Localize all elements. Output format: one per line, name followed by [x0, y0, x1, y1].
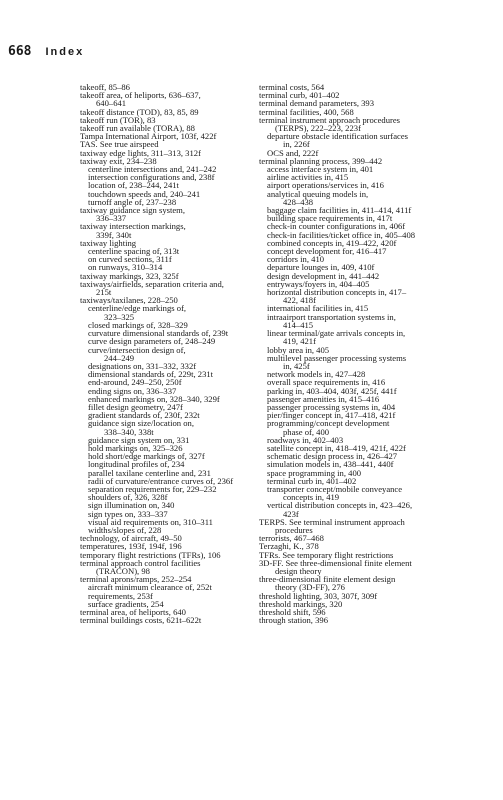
index-entry: access interface system in, 401	[267, 164, 374, 175]
index-entry: terminal costs, 564	[259, 82, 325, 92]
index-entry: fillet design geometry, 247f	[88, 401, 183, 412]
index-entry: taxiways/airfields, separation criteria and,	[80, 278, 224, 289]
index-entry: hold short/edge markings of, 327f	[88, 451, 205, 462]
index-entry: terminal area, of heliports, 640	[80, 607, 186, 617]
index-entry: 414–415	[283, 319, 314, 330]
index-entry: concept development for, 416–417	[267, 246, 387, 257]
index-entry: takeoff, 85–86	[80, 82, 130, 92]
index-entry: 640–641	[96, 98, 127, 109]
index-entry: 3D-FF. See three-dimensional finite element	[259, 557, 412, 568]
page-header	[8, 44, 84, 60]
index-entry: taxiway guidance sign system,	[80, 205, 186, 216]
index-entry: guidance sign system on, 331	[88, 434, 190, 445]
index-entry: centerline spacing of, 313t	[88, 246, 180, 257]
index-column-right	[259, 83, 439, 624]
index-entry: baggage claim facilities in, 411–414, 411f	[267, 205, 412, 216]
index-entry: through station, 396	[259, 615, 328, 626]
index-entry: turnoff angle of, 237–238	[88, 196, 177, 207]
index-entry: terminal curb in, 401–402	[267, 475, 357, 486]
index-entry: ending signs on, 336–337	[88, 385, 177, 396]
index-entry: terminal buildings costs, 621t–622t	[80, 615, 202, 626]
index-entry: in, 226f	[283, 139, 310, 150]
index-entry: network models in, 427–428	[267, 369, 366, 380]
index-entry: combined concepts in, 419–422, 420f	[267, 237, 397, 248]
index-entry: requirements, 253f	[88, 590, 153, 601]
index-entry: OCS and, 222f	[267, 147, 319, 158]
index-entry: hold markings on, 325–326	[88, 442, 183, 453]
index-entry: transporter concept/mobile conveyance	[267, 483, 403, 494]
index-entry: simulation models in, 438–441, 440f	[267, 459, 394, 470]
index-entry: three-dimensional finite element design	[259, 574, 396, 585]
index-entry: takeoff run (TOR), 83	[80, 114, 156, 125]
index-entry: visual aid requirements on, 310–311	[88, 516, 213, 527]
index-entry: terrorists, 467–468	[259, 533, 324, 544]
index-entry: terminal facilities, 400, 568	[259, 106, 354, 117]
index-entry: taxiway exit, 234–238	[80, 155, 157, 166]
index-entry: temporary flight restrictions (TFRs), 106	[80, 549, 221, 560]
index-entry: surface gradients, 254	[88, 598, 164, 609]
index-entry: procedures	[275, 524, 313, 535]
index-entry: 336–337	[96, 213, 127, 224]
index-entry: enhanced markings on, 328–340, 329f	[88, 393, 220, 404]
index-entry: passenger amenities in, 415–416	[267, 393, 380, 404]
index-entry: centerline/edge markings of,	[88, 303, 187, 314]
index-entry: terminal demand parameters, 393	[259, 98, 375, 109]
index-entry: analytical queuing models in,	[267, 188, 369, 199]
index-entry: pier/finger concept in, 417–418, 421f	[267, 410, 396, 421]
index-entry: passenger processing systems in, 404	[267, 401, 396, 412]
index-entry: departure obstacle identification surfaces	[267, 131, 409, 142]
index-entry: Tampa International Airport, 103f, 422f	[80, 131, 217, 142]
index-entry: check-in counter configurations in, 406f	[267, 221, 406, 232]
index-entry: space programming in, 400	[267, 467, 362, 478]
index-entry: designations on, 331–332, 332f	[88, 360, 197, 371]
index-entry: curve/intersection design of,	[88, 344, 186, 355]
index-entry: TAS. See true airspeed	[80, 139, 159, 150]
index-entry: taxiways/taxilanes, 228–250	[80, 295, 178, 306]
index-entry: airline activities in, 415	[267, 172, 349, 183]
index-entry: 215t	[96, 287, 112, 298]
index-column-left	[80, 83, 258, 624]
index-entry: location of, 238–244, 241t	[88, 180, 179, 191]
index-entry: terminal instrument approach procedures	[259, 114, 401, 125]
index-entry: terminal approach control facilities	[80, 557, 201, 568]
page-number: 668	[8, 44, 32, 59]
index-entry: 422, 418f	[283, 295, 316, 306]
index-entry: gradient standards of, 230f, 232t	[88, 410, 200, 421]
index-entry: departure lounges in, 409, 410f	[267, 262, 375, 273]
index-entry: radii of curvature/entrance curves of, 236f	[88, 475, 234, 486]
index-entry: longitudinal profiles of, 234	[88, 459, 185, 470]
index-entry: corridors in, 410	[267, 254, 325, 265]
index-entry: lobby area in, 405	[267, 344, 330, 355]
index-entry: satellite concept in, 418–419, 421f, 422f	[267, 442, 406, 453]
index-entry: threshold shift, 596	[259, 607, 326, 617]
index-entry: threshold lighting, 303, 307f, 309f	[259, 590, 378, 601]
index-entry: TERPS. See terminal instrument approach	[259, 516, 405, 527]
index-entry: 419, 421f	[283, 336, 316, 347]
index-entry: temperatures, 193f, 194f, 196	[80, 541, 182, 552]
index-entry: Terzaghi, K., 378	[259, 541, 319, 552]
index-entry: check-in facilities/ticket office in, 405–408	[267, 229, 416, 240]
index-entry: (TERPS), 222–223, 223f	[275, 123, 361, 134]
index-entry: terminal aprons/ramps, 252–254	[80, 574, 192, 585]
index-entry: terminal planning process, 399–442	[259, 155, 383, 166]
index-entry: schematic design process in, 426–427	[267, 451, 398, 462]
index-entry: roadways in, 402–403	[267, 434, 344, 445]
index-entry: 244–249	[104, 352, 135, 363]
index-entry: TFRs. See temporary flight restrictions	[259, 549, 394, 560]
index-entry: building space requirements in, 417t	[267, 213, 393, 224]
index-entry: entryways/foyers in, 404–405	[267, 278, 370, 289]
index-entry: end-around, 249–250, 250f	[88, 377, 182, 388]
index-entry: guidance sign size/location on,	[88, 418, 194, 429]
index-entry: taxiway edge lights, 311–313, 312f	[80, 147, 201, 158]
index-entry: shoulders of, 326, 328f	[88, 492, 168, 503]
index-entry: taxiway lighting	[80, 237, 137, 248]
index-entry: international facilities in, 415	[267, 303, 369, 314]
index-entry: technology, of aircraft, 49–50	[80, 533, 182, 544]
index-entry: centerline intersections and, 241–242	[88, 164, 217, 175]
index-entry: concepts in, 419	[283, 492, 340, 503]
index-entry: linear terminal/gate arrivals concepts in,	[267, 328, 406, 339]
index-entry: overall space requirements in, 416	[267, 377, 386, 388]
index-entry: touchdown speeds and, 240–241	[88, 188, 201, 199]
running-head: Index	[45, 46, 85, 58]
index-entry: curvature dimensional standards of, 239t	[88, 328, 229, 339]
index-entry: parking in, 403–404, 403f, 425f, 441f	[267, 385, 397, 396]
index-entry: takeoff area, of heliports, 636–637,	[80, 90, 201, 101]
index-entry: taxiway markings, 323, 325f	[80, 270, 179, 281]
index-entry: closed markings of, 328–329	[88, 319, 188, 330]
index-entry: 339f, 340t	[96, 229, 132, 240]
index-entry: 338–340, 338t	[104, 426, 154, 437]
index-entry: on curved sections, 311f	[88, 254, 172, 265]
index-entry: horizontal distribution concepts in, 417–	[267, 287, 407, 298]
index-entry: intraairport transportation systems in,	[267, 311, 396, 322]
index-entry: (TRACON), 98	[96, 565, 150, 576]
index-entry: widths/slopes of, 228	[88, 524, 162, 535]
index-entry: vertical distribution concepts in, 423–426,	[267, 500, 413, 511]
index-entry: design theory	[275, 565, 322, 576]
index-entry: parallel taxilane centerline and, 231	[88, 467, 211, 478]
index-entry: taxiway intersection markings,	[80, 221, 186, 232]
index-entry: on runways, 310–314	[88, 262, 163, 273]
index-entry: takeoff distance (TOD), 83, 85, 89	[80, 106, 199, 117]
index-entry: programming/concept development	[267, 418, 390, 429]
index-entry: multilevel passenger processing systems	[267, 352, 407, 363]
index-entry: terminal curb, 401–402	[259, 90, 340, 101]
index-entry: sign types on, 333–337	[88, 508, 168, 519]
index-entry: takeoff run available (TORA), 88	[80, 123, 195, 134]
index-entry: 323–325	[104, 311, 135, 322]
index-entry: 423f	[283, 508, 299, 519]
index-entry: dimensional standards of, 229t, 231t	[88, 369, 214, 380]
index-entry: sign illumination on, 340	[88, 500, 175, 511]
index-entry: airport operations/services in, 416	[267, 180, 384, 191]
index-entry: aircraft minimum clearance of, 252t	[88, 582, 212, 593]
index-entry: theory (3D-FF), 276	[275, 582, 345, 593]
index-entry: in, 425f	[283, 360, 310, 371]
index-entry: separation requirements for, 229–232	[88, 483, 217, 494]
index-entry: intersection configurations and, 238f	[88, 172, 215, 183]
index-entry: 428–438	[283, 196, 314, 207]
index-entry: design development in, 441–442	[267, 270, 380, 281]
index-entry: curve design parameters of, 248–249	[88, 336, 216, 347]
index-entry: phase of, 400	[283, 426, 330, 437]
index-entry: threshold markings, 320	[259, 598, 343, 609]
